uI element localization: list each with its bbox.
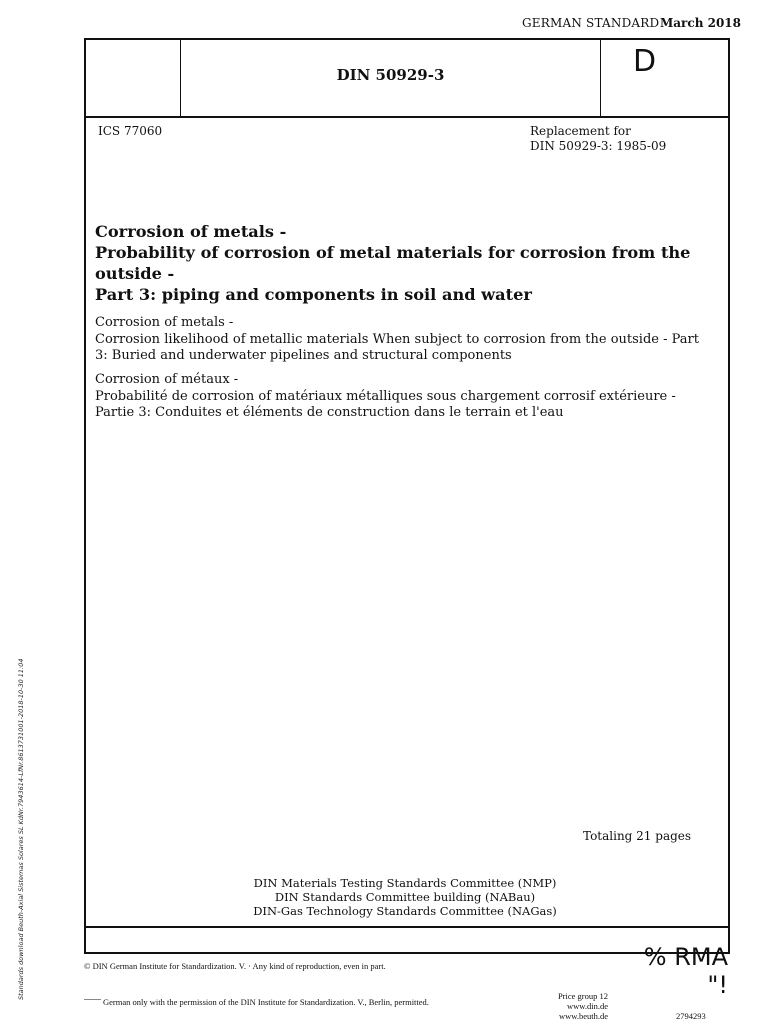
alt-title-line: Probabilité de corrosion of matériaux métalliques sous chargement corrosif extérieure - Partie 3: Conduites et éléments de construction dans le terrain et l'eau xyxy=(95,389,676,420)
committees-list xyxy=(180,876,630,918)
alternate-title-french xyxy=(95,372,715,421)
pricing-info xyxy=(545,991,608,1021)
header-date: March 2018 xyxy=(660,16,741,30)
alt-title-line: Corrosion likelihood of metallic materials When subject to corrosion from the outside - Part 3: Buried and underwater pipelines and structural components xyxy=(95,332,699,363)
divider xyxy=(84,926,730,928)
replacement-reference: DIN 50929-3: 1985-09 xyxy=(530,139,667,153)
ics-code: ICS 77060 xyxy=(98,124,163,138)
committee-item: DIN-Gas Technology Standards Committee (NAGas) xyxy=(253,904,557,918)
replacement-label: Replacement for xyxy=(530,124,631,138)
stamp-line: % RMA xyxy=(643,943,728,971)
permission-notice: German only with the permission of the DIN Institute for Standardization. V., Berlin, permitted. xyxy=(103,997,429,1007)
replacement-info xyxy=(530,124,666,154)
alternate-title-german xyxy=(95,315,715,364)
country-letter: D xyxy=(633,44,657,79)
catalog-number: 2794293 xyxy=(676,1011,706,1021)
page-frame xyxy=(84,38,730,954)
title-line: Part 3: piping and components in soil and water xyxy=(95,285,532,304)
footnote-rule xyxy=(84,999,101,1000)
copyright-notice: © DIN German Institute for Standardization. V. · Any kind of reproduction, even in part. xyxy=(84,961,386,971)
header-standard-type: GERMAN STANDARD xyxy=(522,16,660,30)
download-watermark: Standards download Beuth-Axial Sistemas Solares SL KdNr.7943614-LfNr.8613731001-2018-10-30 11:04 xyxy=(17,658,25,1000)
total-pages: Totaling 21 pages xyxy=(583,829,692,843)
alt-title-line: Corrosion of métaux - xyxy=(95,372,239,387)
document-title xyxy=(95,221,715,305)
title-line: Probability of corrosion of metal materials for corrosion from the outside - xyxy=(95,243,691,283)
title-line: Corrosion of metals - xyxy=(95,222,287,241)
stamp-mark xyxy=(638,943,728,999)
committee-item: DIN Materials Testing Standards Committee (NMP) xyxy=(253,876,557,890)
price-group: Price group 12 xyxy=(557,991,608,1001)
stamp-line: "! xyxy=(707,971,728,999)
committee-item: DIN Standards Committee building (NABau) xyxy=(274,890,536,904)
website-link[interactable]: www.beuth.de xyxy=(558,1011,608,1021)
document-number: DIN 50929-3 xyxy=(336,66,445,84)
alt-title-line: Corrosion of metals - xyxy=(95,315,234,330)
website-link[interactable]: www.din.de xyxy=(567,1001,608,1011)
divider xyxy=(600,38,601,117)
